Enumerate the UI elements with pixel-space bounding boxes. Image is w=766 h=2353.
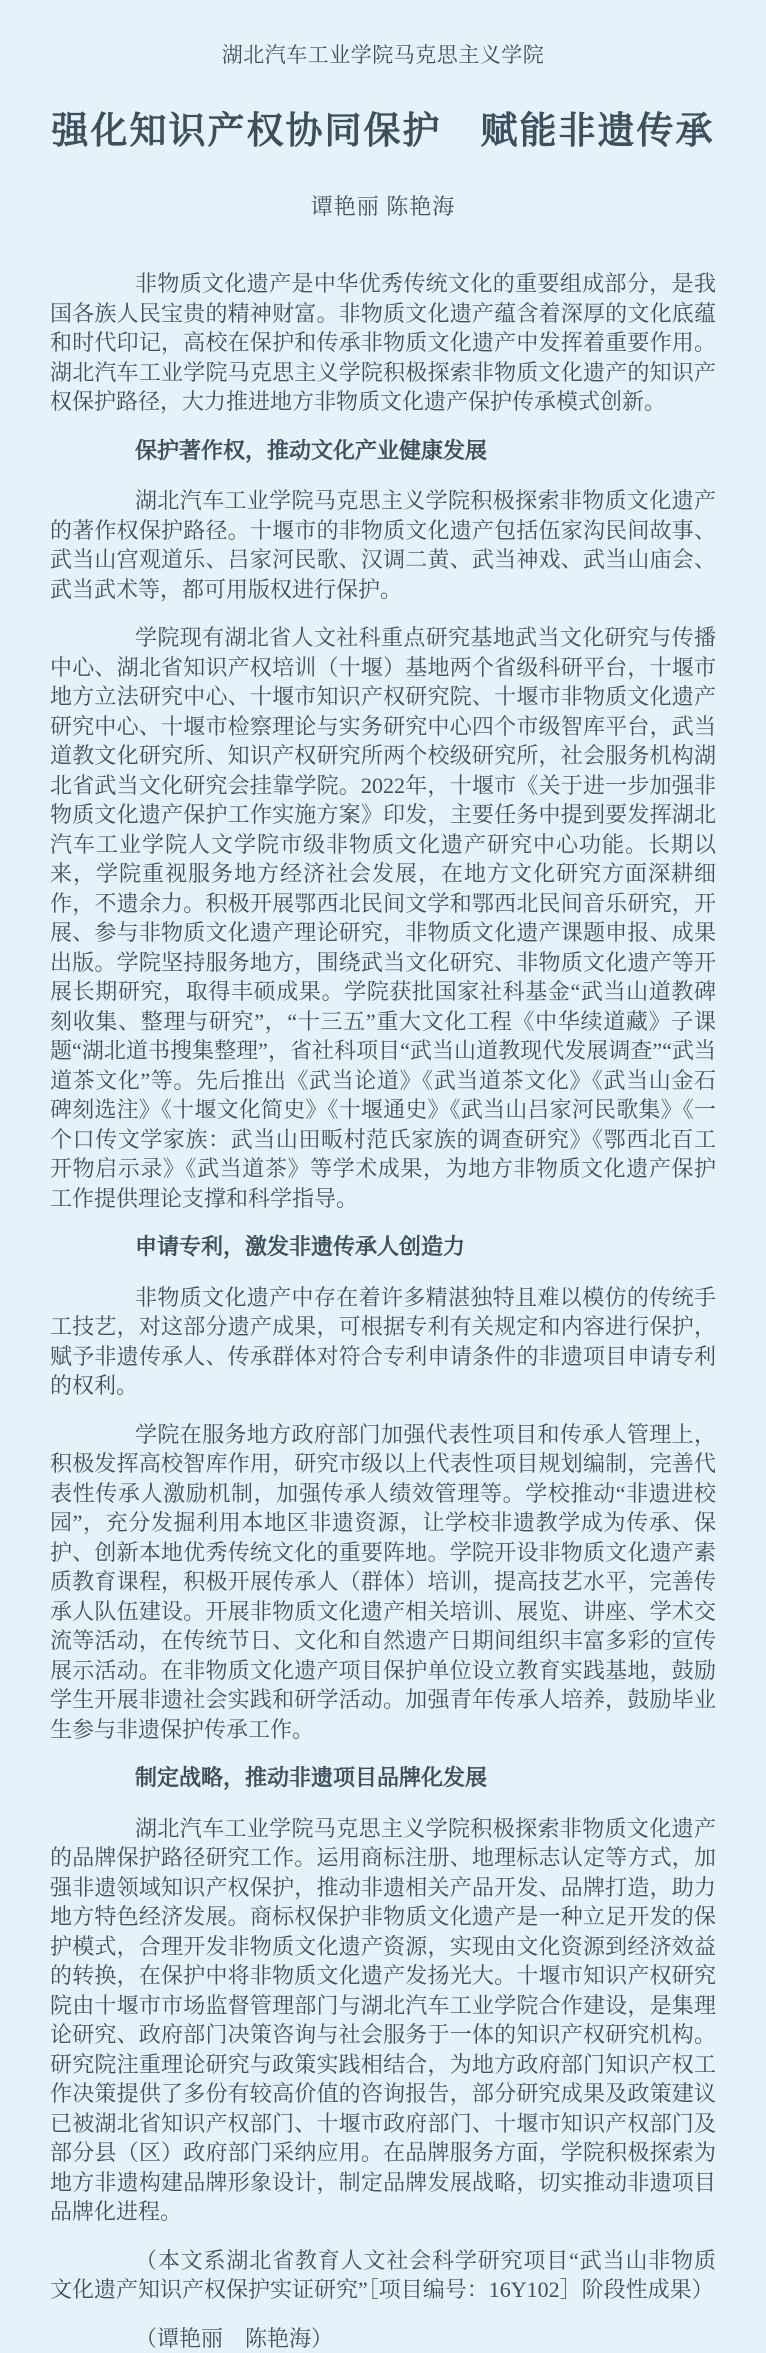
paragraph-research-platforms: 学院现有湖北省人文社科重点研究基地武当文化研究与传播中心、湖北省知识产权培训（十堰）基地两个省级科研平台，十堰市地方立法研究中心、十堰市知识产权研究院、十堰市非物质文化遗产研究中心、十堰市检察理论与实务研究中心四个市级智库平台，武当道教文化研究所、知识产权研究所两个校级研究所，社会服务机构湖北省武当文化研究会挂靠学院。2022年，十堰市《关于进一步加强非物质文化遗产保护工作实施方案》印发，主要任务中提到要发挥湖北汽车工业学院人文学院市级非物质文化遗产研究中心功能。长期以来，学院重视服务地方经济社会发展，在地方文化研究方面深耕细作，不遗余力。积极开展鄂西北民间文学和鄂西北民间音乐研究，开展、参与非物质文化遗产理论研究，非物质文化遗产课题申报、成果出版。学院坚持服务地方，围绕武当文化研究、非物质文化遗产等开展长期研究，取得丰硕成果。学院获批国家社科基金“武当山道教碑刻收集、整理与研究”，“十三五”重大文化工程《中华续道藏》子课题“湖北道书搜集整理”，省社科项目“武当山道教现代发展调查”“武当道茶文化”等。先后推出《武当论道》《武当道茶文化》《武当山金石碑刻选注》《十堰文化简史》《十堰通史》《武当山吕家河民歌集》《一个口传文学家族：武当山田畈村范氏家族的调查研究》《鄂西北百工开物启示录》《武当道茶》等学术成果，为地方非物质文化遗产保护工作提供理论支撑和科学指导。 <box>50 623 716 1213</box>
paragraph-copyright-path: 湖北汽车工业学院马克思主义学院积极探索非物质文化遗产的著作权保护路径。十堰市的非物质文化遗产包括伍家沟民间故事、武当山宫观道乐、吕家河民歌、汉调二黄、武当神戏、武当山庙会、武当武术等，都可用版权进行保护。 <box>50 486 716 604</box>
paragraph-brand-strategy: 湖北汽车工业学院马克思主义学院积极探索非物质文化遗产的品牌保护路径研究工作。运用商标注册、地理标志认定等方式，加强非遗领域知识产权保护，推动非遗相关产品开发、品牌打造，助力地方特色经济发展。商标权保护非物质文化遗产是一种立足开发的保护模式，合理开发非物质文化遗产资源，实现由文化资源到经济效益的转换，在保护中将非物质文化遗产发扬光大。十堰市知识产权研究院由十堰市市场监督管理部门与湖北汽车工业学院合作建设，是集理论研究、政府部门决策咨询与社会服务于一体的知识产权研究机构。研究院注重理论研究与政策实践相结合，为地方政府部门知识产权工作决策提供了多份有较高价值的咨询报告，部分研究成果及政策建议已被湖北省知识产权部门、十堰市政府部门、十堰市知识产权部门及部分县（区）政府部门采纳应用。在品牌服务方面，学院积极探索为地方非遗构建品牌形象设计，制定品牌发展战略，切实推动非遗项目品牌化进程。 <box>50 1814 716 2227</box>
article-body <box>50 269 716 2353</box>
author-byline: （谭艳丽 陈艳海） <box>50 2324 716 2353</box>
paragraph-intro: 非物质文化遗产是中华优秀传统文化的重要组成部分，是我国各族人民宝贵的精神财富。非物质文化遗产蕴含着深厚的文化底蕴和时代印记，高校在保护和传承非物质文化遗产中发挥着重要作用。湖北汽车工业学院马克思主义学院积极探索非物质文化遗产的知识产权保护路径，大力推进地方非物质文化遗产保护传承模式创新。 <box>50 269 716 417</box>
section-heading-patent: 申请专利，激发非遗传承人创造力 <box>50 1232 716 1262</box>
article-title: 强化知识产权协同保护 赋能非遗传承 <box>50 106 716 158</box>
section-heading-copyright: 保护著作权，推动文化产业健康发展 <box>50 436 716 466</box>
institution-header: 湖北汽车工业学院马克思主义学院 <box>50 40 716 70</box>
paragraph-inheritor-training: 学院在服务地方政府部门加强代表性项目和传承人管理上，积极发挥高校智库作用，研究市级以上代表性项目规划编制，完善代表性传承人激励机制，加强传承人绩效管理等。学校推动“非遗进校园”，充分发掘利用本地区非遗资源，让学校非遗教学成为传承、保护、创新本地优秀传统文化的重要阵地。学院开设非物质文化遗产素质教育课程，积极开展传承人（群体）培训，提高技艺水平，完善传承人队伍建设。开展非物质文化遗产相关培训、展览、讲座、学术交流等活动，在传统节日、文化和自然遗产日期间组织丰富多彩的宣传展示活动。在非物质文化遗产项目保护单位设立教育实践基地，鼓励学生开展非遗社会实践和研学活动。加强青年传承人培养，鼓励毕业生参与非遗保护传承工作。 <box>50 1420 716 1745</box>
project-footnote: （本文系湖北省教育人文社会科学研究项目“武当山非物质文化遗产知识产权保护实证研究”［项目编号：16Y102］阶段性成果） <box>50 2246 716 2305</box>
section-heading-branding: 制定战略，推动非遗项目品牌化发展 <box>50 1763 716 1793</box>
authors-line: 谭艳丽 陈艳海 <box>50 192 716 222</box>
paragraph-patent-rights: 非物质文化遗产中存在着许多精湛独特且难以模仿的传统手工技艺，对这部分遗产成果，可根据专利有关规定和内容进行保护，赋予非遗传承人、传承群体对符合专利申请条件的非遗项目申请专利的权利。 <box>50 1283 716 1401</box>
